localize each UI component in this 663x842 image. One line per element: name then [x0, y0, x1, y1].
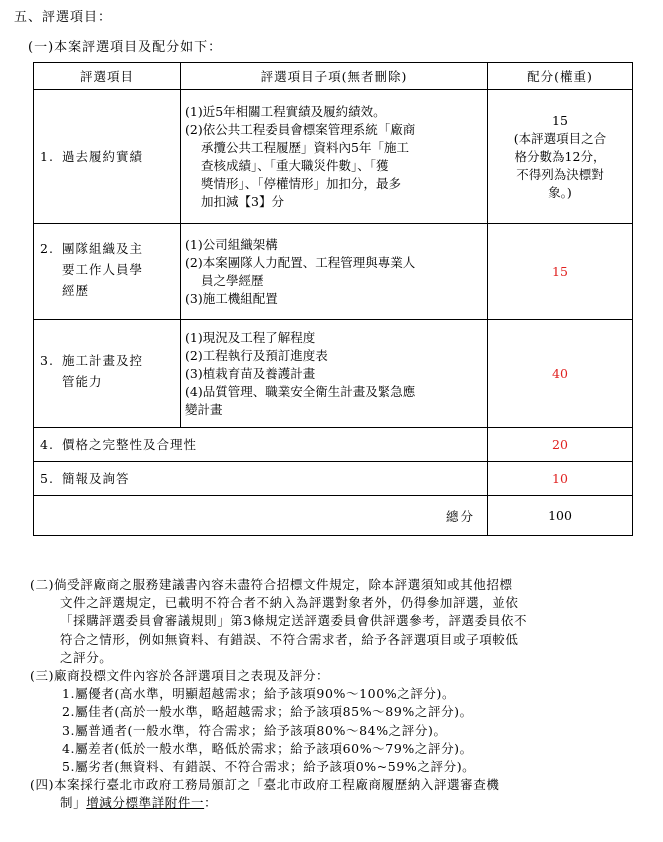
total-value: 100 [488, 496, 633, 536]
row-item-label: 簡報及詢答 [62, 471, 130, 486]
row-item-label: 施工計畫及控 [62, 353, 144, 368]
row-score [488, 90, 633, 224]
row-number: 1. [40, 149, 54, 164]
subitem-continuation: 員之學經歷 [201, 272, 264, 288]
score-value: 15 [552, 112, 568, 128]
row-item-label: 團隊組織及主 [62, 241, 144, 256]
table-row [34, 428, 633, 462]
row-subitems [181, 320, 488, 428]
note-text: ： [204, 795, 218, 811]
rating-item: 3.屬普通者(一般水準，符合需求；給予該項80%～84%之評分)。 [62, 722, 447, 738]
subitem: (1)公司組織架構 [185, 236, 278, 252]
subitem: (3)植栽育苗及養護計畫 [185, 365, 316, 381]
table-row [34, 224, 633, 320]
subitem: (4)品質管理、職業安全衛生計畫及緊急應 [185, 383, 416, 399]
note-line [30, 794, 634, 812]
row-score: 20 [488, 428, 633, 462]
subitem: (2)本案團隊人力配置、工程管理與專業人 [185, 254, 416, 270]
row-item [34, 320, 181, 428]
subitem-continuation: 承攬公共工程履歷」資料內5年「施工 [201, 139, 409, 155]
table-row [34, 462, 633, 496]
rating-item: 2.屬佳者(高於一般水準，略超越需求；給予該項85%～89%之評分)。 [62, 704, 473, 720]
table-header-row [34, 63, 633, 90]
subitem-continuation: 加扣減【3】分 [201, 193, 284, 209]
row-item-label: 管能力 [62, 374, 103, 389]
note-3 [30, 667, 634, 776]
row-score: 15 [488, 224, 633, 320]
score-note-line: 格分數為12分， [514, 148, 606, 164]
rating-item: 1.屬優者(高水準，明顯超越需求；給予該項90%～100%之評分)。 [62, 686, 456, 702]
header-score: 配分(權重) [488, 63, 633, 90]
table-row [34, 320, 633, 428]
row-item-label: 經歷 [62, 283, 90, 298]
note-4 [30, 776, 634, 812]
subitem: (1)近5年相關工程實績及履約績效。 [185, 103, 386, 119]
subitem: (2)工程執行及預訂進度表 [185, 347, 328, 363]
subitem-continuation: 查核成績」、「重大職災件數」、「獲 [201, 157, 389, 173]
rating-item: 4.屬差者(低於一般水準，略低於需求；給予該項60%～79%之評分)。 [62, 740, 473, 756]
row-number: 5. [40, 471, 54, 486]
row-item [34, 224, 181, 320]
row-subitems [181, 224, 488, 320]
evaluation-table [33, 62, 633, 536]
note-text: 制」 [60, 795, 87, 811]
table-row [34, 90, 633, 224]
note-line: 之評分。 [60, 649, 113, 665]
subitem-continuation: 獎情形」、「停權情形」加扣分，最多 [201, 175, 402, 191]
row-item [34, 462, 488, 496]
row-subitems [181, 90, 488, 224]
header-item: 評選項目 [34, 63, 181, 90]
note-2 [30, 576, 634, 667]
score-note-line: 象。) [548, 184, 572, 200]
note-line: 文件之評選規定，已載明不符合者不納入為評選對象者外，仍得參加評選，並依 [60, 595, 519, 611]
note-line: 「採購評選委員會審議規則」第3條規定送評選委員會供評選參考，評選委員依不 [60, 613, 528, 629]
row-item [34, 90, 181, 224]
attachment-link-text: 增減分標準詳附件一 [86, 795, 205, 811]
row-item-label: 過去履約實績 [62, 149, 144, 164]
subsection-heading: (一)本案評選項目及配分如下： [28, 40, 223, 55]
subitem: (2)依公共工程委員會標案管理系統「廠商 [185, 121, 416, 137]
score-note-line: (本評選項目之合 [513, 130, 607, 146]
score-note-line: 不得列為決標對 [516, 166, 604, 182]
row-number: 4. [40, 437, 54, 452]
row-number: 2. [40, 241, 54, 256]
total-row [34, 496, 633, 536]
total-label: 總分 [34, 496, 488, 536]
note-line: 符合之情形，例如無資料、有錯誤、不符合需求者，給予各評選項目或子項較低 [60, 631, 519, 647]
section-heading: 五、評選項目： [14, 10, 113, 25]
row-item [34, 428, 488, 462]
note-title: (三)廠商投標文件內容於各評選項目之表現及評分： [30, 668, 330, 684]
header-subitems: 評選項目子項(無者刪除) [181, 63, 488, 90]
row-item-label: 要工作人員學 [62, 262, 144, 277]
row-score: 40 [488, 320, 633, 428]
note-line: (二)倘受評廠商之服務建議書內容未盡符合招標文件規定，除本評選須知或其他招標 [30, 577, 513, 592]
subitem: (1)現況及工程了解程度 [185, 329, 316, 345]
note-line: (四)本案採行臺北市政府工務局頒訂之「臺北市政府工程廠商履歷納入評選審查機 [30, 777, 500, 793]
row-number: 3. [40, 353, 54, 368]
subitem: 變計畫 [185, 401, 223, 417]
notes-section [30, 576, 634, 813]
row-score: 10 [488, 462, 633, 496]
rating-item: 5.屬劣者(無資料、有錯誤、不符合需求；給予該項0%~59%之評分)。 [62, 759, 476, 775]
row-item-label: 價格之完整性及合理性 [62, 437, 198, 452]
subitem: (3)施工機組配置 [185, 290, 278, 306]
